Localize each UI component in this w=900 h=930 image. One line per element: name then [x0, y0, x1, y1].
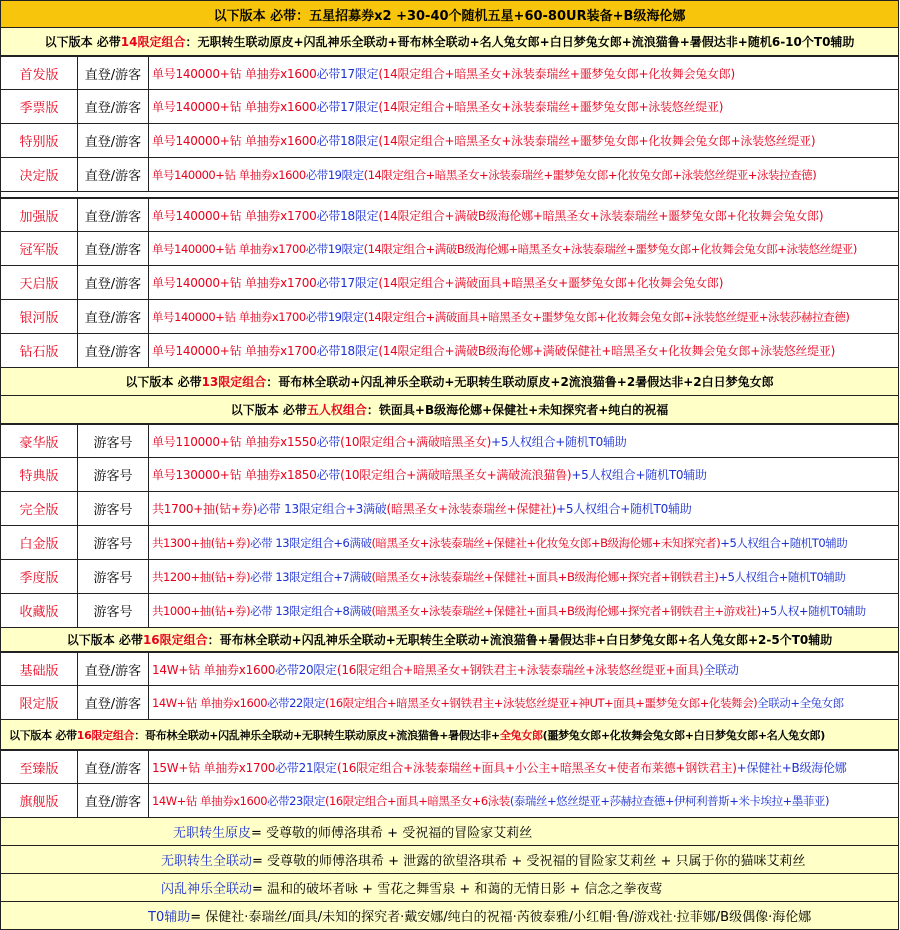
section-header-16a	[0, 628, 899, 652]
table-row	[0, 686, 899, 720]
account-type: 直登/游客	[78, 334, 149, 367]
account-type: 游客号	[78, 526, 149, 559]
edition-content: 15W+钻 单抽券x1700 必带21限定 (16限定组合+泳装泰瑞丝+面具+小公主+暗黑圣女+使者布莱德+钢铁君主) +保健社+B级海伦娜	[152, 760, 847, 775]
edition-name: 收藏版	[1, 594, 78, 627]
note-label: T0辅助	[148, 910, 191, 925]
edition-content: 单号140000+钻 单抽券x1700 必带18限定 (14限定组合+满破B级海伦娜+暗黑圣女+泳装泰瑞丝+噩梦兔女郎+化妆舞会兔女郎)	[152, 208, 824, 223]
edition-name: 白金版	[1, 526, 78, 559]
account-type: 游客号	[78, 425, 149, 457]
edition-content: 14W+钻 单抽券x1600 必带22限定 (16限定组合+暗黑圣女+钢铁君主+泳装悠丝缇亚+神UT+面具+噩梦兔女郎+化装舞会) 全联动+全兔女郎	[152, 695, 844, 710]
note-row	[0, 818, 899, 846]
account-type: 直登/游客	[78, 266, 149, 299]
section-prefix: 以下版本 必带	[66, 633, 143, 647]
section-suffix: ：铁面具+B级海伦娜+保健社+未知探究者+纯白的祝福	[366, 403, 669, 417]
note-row	[0, 874, 899, 902]
table-row	[0, 652, 899, 686]
section-prefix: 以下版本 必带	[230, 403, 307, 417]
note-label: 无职转生全联动	[161, 854, 253, 869]
edition-content: 单号140000+钻 单抽券x1700 必带18限定 (14限定组合+满破B级海伦娜+满破保健社+暗黑圣女+化妆舞会兔女郎+泳装悠丝缇亚)	[152, 344, 836, 358]
account-type: 直登/游客	[78, 784, 149, 817]
edition-name: 限定版	[1, 686, 78, 719]
table-row	[0, 232, 899, 266]
edition-name: 决定版	[1, 158, 78, 191]
edition-name: 冠军版	[1, 232, 78, 265]
edition-name: 完全版	[1, 492, 78, 525]
header-required-items	[0, 0, 899, 28]
edition-content: 单号140000+钻 单抽券x1600 必带17限定 (14限定组合+暗黑圣女+泳装泰瑞丝+噩梦兔女郎+化妆舞会兔女郎)	[152, 66, 735, 81]
note-label: 闪乱神乐全联动	[161, 882, 253, 897]
edition-content: 14W+钻 单抽券x1600 必带23限定 (16限定组合+面具+暗黑圣女+6泳装 (泰瑞丝+悠丝缇亚+莎赫拉查德+伊柯利普斯+米卡埃拉+墨菲亚)	[152, 793, 830, 808]
edition-name: 豪华版	[1, 425, 78, 457]
account-type: 游客号	[78, 492, 149, 525]
section-header-16b	[0, 720, 899, 750]
section-highlight: 13限定组合	[201, 375, 267, 389]
note-row	[0, 846, 899, 874]
section-suffix: ：哥布林全联动+闪乱神乐全联动+无职转生联动原皮+2流浪猫鲁+2暑假达非+2白日梦兔女郎	[266, 375, 774, 389]
account-type: 直登/游客	[78, 686, 149, 719]
edition-name: 特别版	[1, 124, 78, 157]
edition-name: 至臻版	[1, 751, 78, 783]
edition-content: 单号110000+钻 单抽券x1550 必带 (10限定组合+满破暗黑圣女) +5人权组合+随机T0辅助	[152, 434, 627, 449]
section-suffix: ：哥布林全联动+闪乱神乐全联动+无职转生全联动+流浪猫鲁+暑假达非+白日梦兔女郎+名人兔女郎+2-5个T0辅助	[207, 633, 833, 647]
edition-content: 单号140000+钻 单抽券x1700 必带19限定 (14限定组合+满破B级海伦娜+暗黑圣女+泳装泰瑞丝+噩梦兔女郎+化妆舞会兔女郎+泳装悠丝缇亚)	[152, 241, 857, 256]
table-row	[0, 198, 899, 232]
edition-name: 季票版	[1, 90, 78, 123]
note-text: = 温和的破坏者咏 + 雪花之舞雪泉 + 和蔼的无情日影 + 信念之拳夜莺	[252, 882, 663, 897]
account-type: 直登/游客	[78, 158, 149, 191]
section1-rows	[0, 56, 899, 192]
table-row	[0, 458, 899, 492]
edition-name: 银河版	[1, 300, 78, 333]
section-suffix-2: (噩梦兔女郎+化妆舞会兔女郎+白日梦兔女郎+名人兔女郎)	[542, 728, 825, 742]
table-row	[0, 56, 899, 90]
section-highlight: 16限定组合	[76, 728, 135, 742]
account-type: 直登/游客	[78, 232, 149, 265]
section-highlight: 五人权组合	[306, 403, 367, 417]
account-type: 游客号	[78, 594, 149, 627]
edition-content: 单号140000+钻 单抽券x1600 必带19限定 (14限定组合+暗黑圣女+泳装泰瑞丝+噩梦兔女郎+化妆兔女郎+泳装悠丝缇亚+泳装拉查德)	[152, 167, 817, 182]
table-row	[0, 560, 899, 594]
account-type: 游客号	[78, 560, 149, 593]
section-highlight: 14限定组合	[120, 35, 186, 49]
note-text: = 受尊敬的师傅洛琪希 + 受祝福的冒险家艾莉丝	[251, 826, 533, 841]
account-type: 直登/游客	[78, 751, 149, 783]
section2-rows	[0, 198, 899, 368]
table-row	[0, 750, 899, 784]
section6-rows	[0, 750, 899, 818]
edition-content: 单号140000+钻 单抽券x1700 必带17限定 (14限定组合+满破面具+暗黑圣女+噩梦兔女郎+化妆舞会兔女郎)	[152, 276, 724, 290]
section-header-14	[0, 28, 899, 56]
edition-content: 共1700+抽(钻+券) 必带 13限定组合+3满破 (暗黑圣女+泳装泰瑞丝+保健社) +5人权组合+随机T0辅助	[152, 502, 692, 516]
section-prefix: 以下版本 必带	[9, 728, 77, 742]
account-type: 直登/游客	[78, 300, 149, 333]
section-suffix: ：哥布林全联动+闪乱神乐全联动+无职转生联动原皮+流浪猫鲁+暑假达非+	[134, 728, 500, 742]
account-type: 直登/游客	[78, 90, 149, 123]
edition-content: 单号130000+钻 单抽券x1850 必带 (10限定组合+满破暗黑圣女+满破流浪猫鲁) +5人权组合+随机T0辅助	[152, 468, 707, 482]
account-type: 直登/游客	[78, 57, 149, 89]
edition-content: 单号140000+钻 单抽券x1600 必带17限定 (14限定组合+暗黑圣女+泳装泰瑞丝+噩梦兔女郎+泳装悠丝缇亚)	[152, 100, 724, 114]
table-row	[0, 334, 899, 368]
edition-content: 14W+钻 单抽券x1600 必带20限定 (16限定组合+暗黑圣女+钢铁君主+泳装泰瑞丝+泳装悠丝缇亚+面具) 全联动	[152, 662, 739, 677]
table-row	[0, 300, 899, 334]
edition-name: 加强版	[1, 199, 78, 231]
edition-content: 单号140000+钻 单抽券x1700 必带19限定 (14限定组合+满破面具+暗黑圣女+噩梦兔女郎+化妆舞会兔女郎+泳装悠丝缇亚+泳装莎赫拉查德)	[152, 309, 850, 324]
edition-content: 共1300+抽(钻+券) 必带 13限定组合+6满破 (暗黑圣女+泳装泰瑞丝+保健社+化妆兔女郎+B级海伦娜+未知探究者) +5人权组合+随机T0辅助	[152, 535, 848, 550]
edition-name: 天启版	[1, 266, 78, 299]
edition-name: 旗舰版	[1, 784, 78, 817]
edition-name: 特典版	[1, 458, 78, 491]
account-type: 游客号	[78, 458, 149, 491]
edition-name: 钻石版	[1, 334, 78, 367]
table-row	[0, 492, 899, 526]
table-row	[0, 424, 899, 458]
edition-name: 基础版	[1, 653, 78, 685]
table-row	[0, 158, 899, 192]
section4-rows	[0, 424, 899, 628]
section5-rows	[0, 652, 899, 720]
edition-name: 季度版	[1, 560, 78, 593]
table-row	[0, 594, 899, 628]
section-header-5	[0, 396, 899, 424]
table-row	[0, 266, 899, 300]
note-text: = 受尊敬的师傅洛琪希 + 泄露的欲望洛琪希 + 受祝福的冒险家艾莉丝 + 只属于你的猫咪艾莉丝	[252, 854, 806, 869]
edition-content: 单号140000+钻 单抽券x1600 必带18限定 (14限定组合+暗黑圣女+泳装泰瑞丝+噩梦兔女郎+化妆舞会兔女郎+泳装悠丝缇亚)	[152, 134, 816, 148]
table-row	[0, 124, 899, 158]
section-highlight-2: 全兔女郎	[499, 728, 543, 742]
table-row	[0, 526, 899, 560]
table-row	[0, 90, 899, 124]
edition-content: 共1000+抽(钻+券) 必带 13限定组合+8满破 (暗黑圣女+泳装泰瑞丝+保健社+面具+B级海伦娜+探究者+钢铁君主+游戏社) +5人权+随机T0辅助	[152, 603, 866, 618]
edition-name: 首发版	[1, 57, 78, 89]
header-text: 以下版本 必带：五星招募券x2 +30-40个随机五星+60-80UR装备+B级海伦娜	[213, 8, 686, 24]
note-text: = 保健社·泰瑞丝/面具/未知的探究者·戴安娜/纯白的祝福·芮彼泰雅/小红帽·鲁/游戏社·拉菲娜/B级偶像·海伦娜	[190, 910, 812, 925]
section-highlight: 16限定组合	[142, 633, 208, 647]
section-prefix: 以下版本 必带	[44, 35, 121, 49]
account-type: 直登/游客	[78, 199, 149, 231]
section-header-13	[0, 368, 899, 396]
edition-content: 共1200+抽(钻+券) 必带 13限定组合+7满破 (暗黑圣女+泳装泰瑞丝+保健社+面具+B级海伦娜+探究者+钢铁君主) +5人权组合+随机T0辅助	[152, 569, 846, 584]
section-suffix: ：无职转生联动原皮+闪乱神乐全联动+哥布林全联动+名人兔女郎+白日梦兔女郎+流浪猫鲁+暑假达非+随机6-10个T0辅助	[185, 35, 855, 49]
table-row	[0, 784, 899, 818]
section-prefix: 以下版本 必带	[125, 375, 202, 389]
note-label: 无职转生原皮	[173, 826, 252, 841]
account-type: 直登/游客	[78, 124, 149, 157]
account-type: 直登/游客	[78, 653, 149, 685]
